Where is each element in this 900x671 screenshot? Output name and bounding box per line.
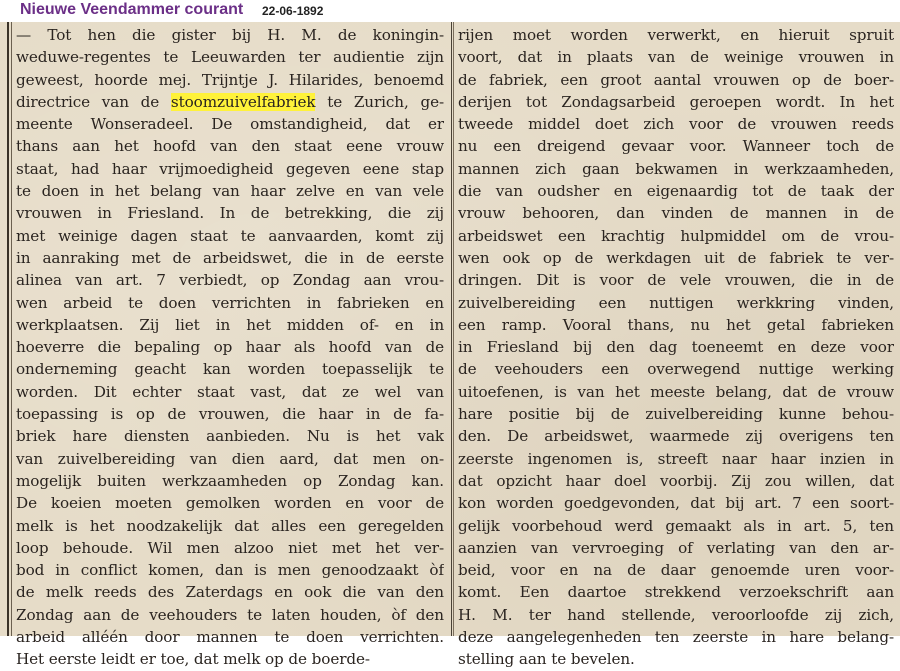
column-divider-inner [453, 22, 454, 636]
text-line: die van oudsher en eigenaardig tot de taak der [458, 182, 894, 201]
text-line: wen arbeid te doen verrichten in fabrieken en [16, 293, 444, 312]
text-line: hare positie bij de zuivelbereiding kunne behou- [458, 405, 894, 424]
text-line: de veehouders een overwegend nuttige werking [458, 360, 894, 379]
text-line: Zondag aan de veehouders te laten houden, òf den [16, 605, 444, 624]
text-line: van zuivelbereiding van dien aard, dat men on- [16, 449, 444, 468]
text-line: deze aangelegenheden ten zeerste in hare belang- [458, 628, 894, 647]
publication-date: 22-06-1892 [262, 4, 324, 18]
text-line: den. De arbeidswet, waarmede zij overigens ten [458, 427, 894, 446]
text-line: komt. Een daartoe strekkend verzoekschrift aan [458, 583, 894, 602]
text-line: kon worden goedgevonden, dat bij art. 7 een soort- [458, 494, 894, 513]
text-line: toepassing is op de vrouwen, die haar in de fa- [16, 405, 444, 424]
text-line: hoeverre die bepaling op haar als hoofd van de [16, 338, 444, 357]
text-line: Het eerste leidt er toe, dat melk op de boerde- [16, 650, 370, 669]
text-segment: directrice van de [16, 92, 171, 111]
text-line: rijen moet worden verwerkt, en hieruit spruit [458, 26, 894, 44]
text-line: staat, had haar vrijmoedigheid gegeven eene stap [16, 159, 444, 178]
page-header [0, 0, 900, 22]
text-line: stelling aan te bevelen. [458, 650, 635, 669]
text-line: uitoefenen, is van het meeste belang, dat de vrouw [458, 382, 894, 401]
text-line: arbeidswet een krachtig hulpmiddel om de vrou- [458, 226, 894, 245]
text-line: een ramp. Vooral thans, nu het getal fabrieken [458, 315, 894, 334]
text-line: thans aan het hoofd van den staat eene vrouw [16, 137, 444, 156]
text-line: voort, dat in plaats van de weinige vrouwen in [458, 48, 894, 67]
text-line: beid, voor en na de daar genoemde uren voor- [458, 561, 894, 580]
text-line: in aanraking met de arbeidswet, die in de eerste [16, 248, 444, 267]
newspaper-title: Nieuwe Veendammer courant [20, 1, 244, 18]
text-line: loop behoude. Wil men alzoo niet met het ver- [16, 538, 444, 557]
text-line [16, 91, 444, 113]
newspaper-clipping [0, 22, 900, 669]
text-line: in Friesland bij den dag toeneemt en deze voor [458, 338, 894, 357]
text-line: arbeid alléén door mannen te doen verrichten. [16, 628, 444, 647]
text-line: H. M. ter hand stellende, veroorloofde zij zich, [458, 605, 894, 624]
text-line: aanzien van vervroeging of verlating van den ar- [458, 538, 894, 557]
text-line: nu een dreigend gevaar voor. Wanneer toch de [458, 137, 894, 156]
text-line: briek hare diensten aanbieden. Nu is het vak [16, 427, 444, 446]
text-line: De koeien moeten gemolken worden en voor de [16, 494, 444, 513]
column-divider [451, 22, 452, 636]
left-border-rule [7, 22, 9, 636]
text-line: werkplaatsen. Zij liet in het midden of- en in [16, 315, 444, 334]
text-line: tweede middel doet zich voor de vrouwen reeds [458, 115, 894, 134]
text-line: melk is het noodzakelijk dat alles een geregelden [16, 516, 444, 535]
text-line: zeerste ingenomen is, streeft naar haar inzien in [458, 449, 894, 468]
text-line: te doen in het belang van haar zelve en van vele [16, 182, 444, 201]
text-line: de fabriek, een groot aantal vrouwen op de boer- [458, 70, 894, 89]
text-line: weduwe-regentes te Leeuwarden ter audientie zijn [16, 48, 444, 67]
text-line: bod in conflict komen, dan is men genoodzaakt òf [16, 561, 444, 580]
text-line: derijen tot Zondagsarbeid geroepen wordt. In het [458, 92, 894, 111]
text-line: met weinige dagen staat te aanvaarden, komt zij [16, 226, 444, 245]
text-line: mogelijk buiten werkzaamheden op Zondag kan. [16, 471, 444, 490]
article-right-column [458, 24, 894, 671]
text-line: vrouwen in Friesland. In de betrekking, die zij [16, 204, 444, 223]
search-highlight: stoomzuivelfabriek [170, 92, 316, 111]
left-border-rule-inner [11, 22, 12, 636]
text-line: meente Wonseradeel. De omstandigheid, dat er [16, 115, 444, 134]
text-line: zuivelbereiding een nuttigen werkkring vinden, [458, 293, 894, 312]
text-line: gelijk voorbehoud werd gemaakt als in art. 5, ten [458, 516, 894, 535]
text-line: dat opzicht haar doel voorbij. Zij zou willen, dat [458, 471, 894, 490]
text-segment: te Zurich, ge- [315, 92, 444, 111]
text-line: — Tot hen die gister bij H. M. de koningin- [16, 26, 444, 44]
article-left-column [16, 24, 444, 671]
text-line: geweest, hoorde mej. Trijntje J. Hilarides, benoemd [16, 70, 444, 89]
text-line: alinea van art. 7 verbiedt, op Zondag aan vrou- [16, 271, 444, 290]
text-line: dringen. Dit is voor de vele vrouwen, die in de [458, 271, 894, 290]
text-line: vrouw behooren, dan vinden de mannen in de [458, 204, 894, 223]
text-line: worden. Dit echter staat vast, dat ze wel van [16, 382, 444, 401]
text-line: onderneming geacht kan worden toepasselijk te [16, 360, 444, 379]
text-line: de melk reeds des Zaterdags en ook die van den [16, 583, 444, 602]
text-line: wen ook op de werkdagen uit de fabriek te ver- [458, 248, 894, 267]
text-line: mannen zich gaan bekwamen in werkzaamheden, [458, 159, 894, 178]
